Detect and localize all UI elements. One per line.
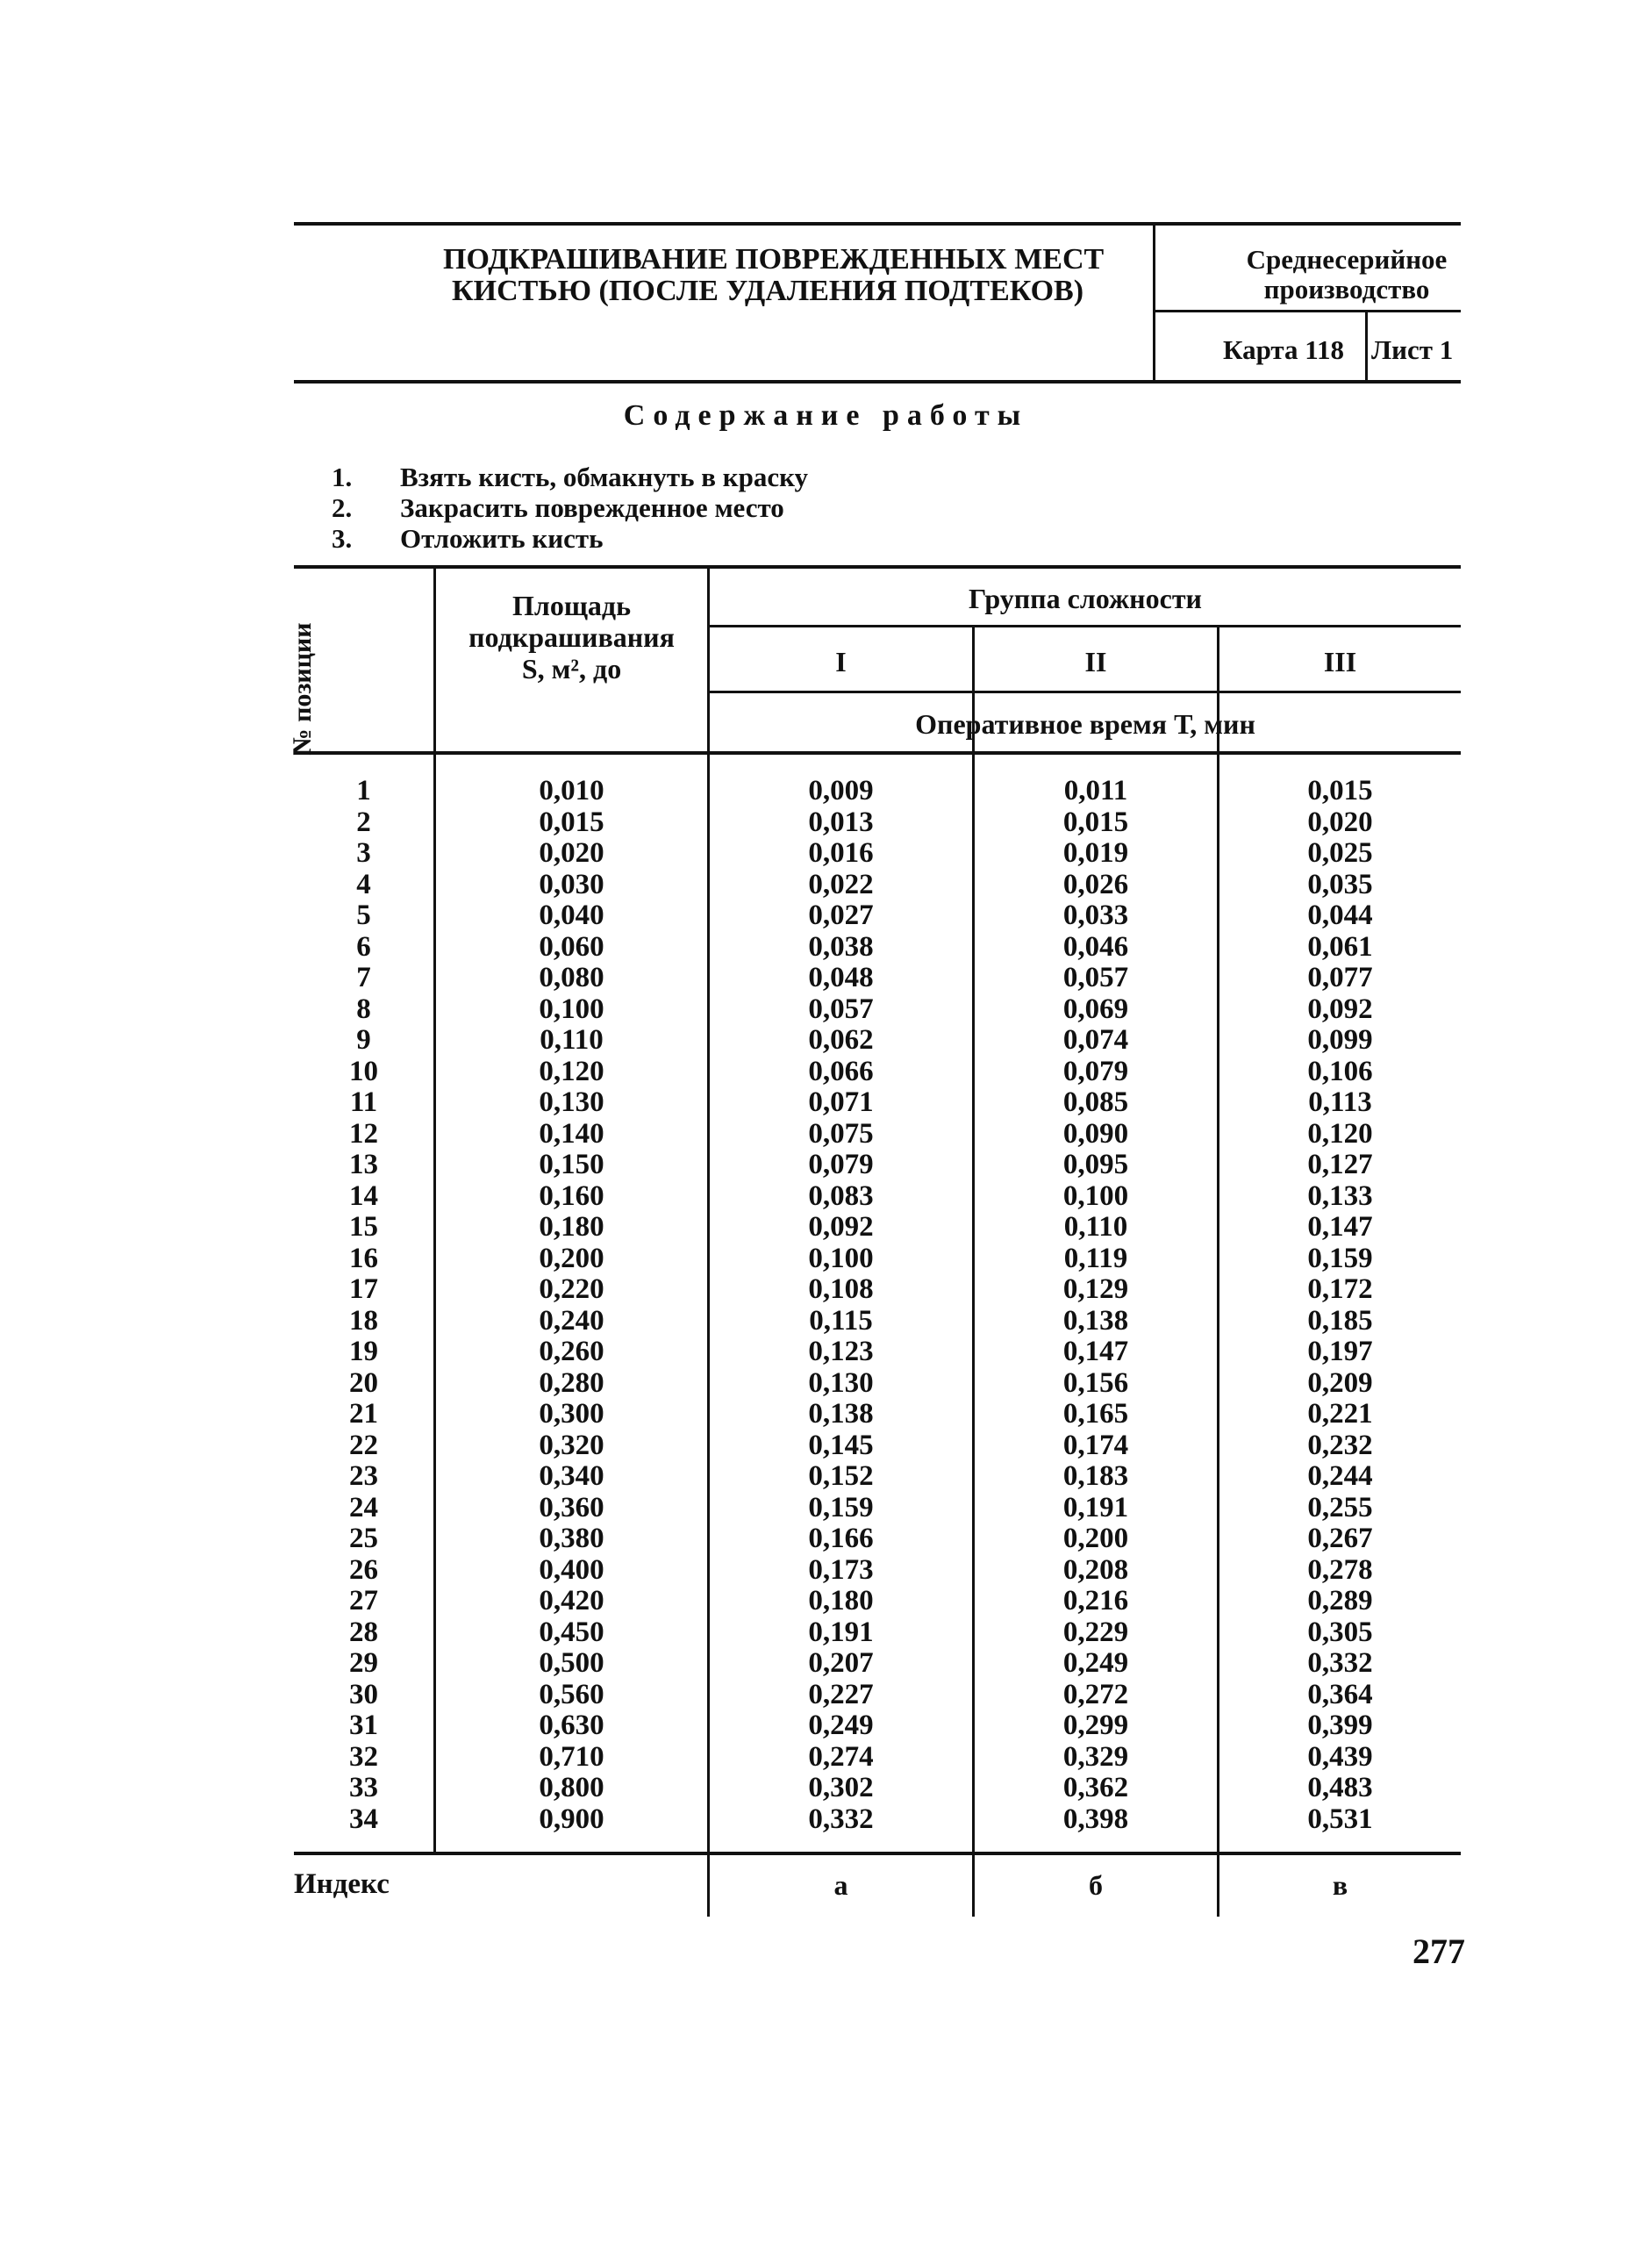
table-cell-group1-8: 0,057 (808, 993, 874, 1025)
table-cell-positions-33: 33 (349, 1772, 378, 1803)
table-cell-group2-26: 0,208 (1062, 1553, 1129, 1586)
production-type-line2: производство (1263, 274, 1430, 305)
column-group-3 (1219, 776, 1461, 1835)
table-cell-positions-25: 25 (349, 1523, 378, 1554)
table-cell-group1-10: 0,066 (808, 1055, 874, 1087)
table-cell-positions-8: 8 (356, 993, 371, 1025)
index-value-b: б (1089, 1869, 1103, 1901)
table-cell-area-7: 0,080 (539, 962, 604, 993)
table-cell-group2-3: 0,019 (1062, 837, 1129, 869)
table-cell-group2-1: 0,011 (1063, 775, 1128, 806)
card-number: Карта 118 (1223, 334, 1345, 365)
table-cell-positions-12: 12 (349, 1117, 378, 1150)
table-cell-group2-21: 0,165 (1062, 1398, 1129, 1430)
index-label: Индекс (294, 1868, 390, 1900)
table-cell-group2-13: 0,095 (1062, 1149, 1129, 1180)
header-group-1: I (835, 646, 847, 677)
page-title-line1: ПОДКРАШИВАНИЕ ПОВРЕЖДЕННЫХ МЕСТ (443, 243, 1105, 276)
table-cell-group1-22: 0,145 (808, 1429, 874, 1461)
table-cell-group3-2: 0,020 (1307, 806, 1373, 838)
table-cell-group2-18: 0,138 (1062, 1304, 1129, 1337)
table-cell-area-1: 0,010 (539, 775, 604, 806)
production-type-line1: Среднесерийное (1246, 244, 1448, 275)
step-text-2: Закрасить поврежденное место (400, 492, 784, 523)
table-cell-positions-11: 11 (349, 1086, 378, 1118)
table-cell-area-11: 0,130 (539, 1086, 604, 1118)
table-cell-positions-20: 20 (349, 1366, 378, 1399)
table-cell-group1-20: 0,130 (808, 1366, 874, 1399)
table-cell-group1-23: 0,152 (808, 1460, 874, 1492)
table-cell-group1-2: 0,013 (808, 806, 874, 838)
table-cell-area-12: 0,140 (539, 1117, 604, 1150)
table-cell-group2-6: 0,046 (1062, 930, 1129, 963)
table-cell-group3-5: 0,044 (1307, 900, 1373, 931)
table-cell-area-30: 0,560 (539, 1678, 604, 1710)
table-cell-positions-32: 32 (349, 1740, 378, 1773)
table-cell-group3-18: 0,185 (1307, 1304, 1373, 1337)
table-cell-group1-34: 0,332 (808, 1803, 874, 1835)
table-cell-group3-21: 0,221 (1307, 1398, 1373, 1430)
table-cell-group2-11: 0,085 (1062, 1086, 1129, 1118)
table-cell-positions-7: 7 (356, 962, 371, 993)
table-cell-group1-17: 0,108 (808, 1273, 874, 1305)
table-cell-area-2: 0,015 (539, 806, 604, 838)
table-cell-group2-4: 0,026 (1062, 868, 1129, 900)
table-cell-group1-30: 0,227 (808, 1678, 874, 1710)
table-cell-positions-30: 30 (349, 1678, 378, 1710)
table-cell-group1-15: 0,092 (808, 1211, 874, 1243)
table-cell-positions-5: 5 (356, 900, 371, 931)
table-cell-group3-22: 0,232 (1307, 1429, 1373, 1461)
table-cell-group1-14: 0,083 (808, 1179, 874, 1212)
table-cell-group3-28: 0,305 (1307, 1616, 1373, 1648)
table-cell-group3-14: 0,133 (1307, 1179, 1373, 1212)
table-cell-group3-9: 0,099 (1307, 1024, 1373, 1056)
index-value-a: а (833, 1869, 848, 1901)
table-cell-group3-23: 0,244 (1307, 1460, 1373, 1492)
table-cell-group3-26: 0,278 (1307, 1553, 1373, 1586)
page-number: 277 (1412, 1932, 1465, 1971)
step-number-3: 3. (332, 523, 353, 554)
table-cell-area-9: 0,110 (540, 1024, 604, 1056)
table-cell-area-34: 0,900 (539, 1803, 604, 1835)
column-area (436, 776, 707, 1835)
table-top-rule (294, 565, 1461, 569)
table-cell-group3-30: 0,364 (1307, 1678, 1373, 1710)
table-cell-group3-15: 0,147 (1307, 1211, 1373, 1243)
table-cell-group2-14: 0,100 (1062, 1179, 1129, 1212)
table-cell-area-6: 0,060 (539, 930, 604, 963)
table-cell-group3-3: 0,025 (1307, 837, 1373, 869)
step-number-2: 2. (332, 492, 353, 523)
header-position-number: № позиции (288, 622, 317, 756)
group-numbers-underline (707, 691, 1461, 693)
table-cell-group3-4: 0,035 (1307, 868, 1373, 900)
table-cell-group1-5: 0,027 (808, 900, 874, 931)
table-cell-positions-17: 17 (349, 1273, 378, 1305)
header-area-line2: подкрашивания (468, 621, 675, 653)
table-cell-group1-16: 0,100 (808, 1242, 874, 1274)
table-cell-area-16: 0,200 (539, 1242, 604, 1274)
table-cell-group1-33: 0,302 (808, 1772, 874, 1803)
table-cell-group2-10: 0,079 (1062, 1055, 1129, 1087)
table-cell-area-33: 0,800 (539, 1772, 604, 1803)
table-cell-group3-24: 0,255 (1307, 1491, 1373, 1523)
table-body-bottom-rule (294, 1852, 1461, 1855)
table-cell-area-28: 0,450 (539, 1616, 604, 1648)
table-cell-area-29: 0,500 (539, 1647, 604, 1679)
table-cell-area-26: 0,400 (539, 1553, 604, 1586)
table-cell-area-14: 0,160 (539, 1179, 604, 1212)
header-operative-time: Оперативное время Т, мин (915, 708, 1255, 740)
table-cell-positions-4: 4 (356, 868, 371, 900)
header-right-midrule (1155, 310, 1461, 312)
table-cell-positions-27: 27 (349, 1585, 378, 1616)
step-text-3: Отложить кисть (400, 523, 604, 554)
header-bottom-rule (294, 380, 1461, 384)
table-cell-area-19: 0,260 (539, 1336, 604, 1367)
step-text-1: Взять кисть, обмакнуть в краску (400, 462, 809, 492)
table-cell-group2-20: 0,156 (1062, 1366, 1129, 1399)
table-cell-group3-32: 0,439 (1307, 1740, 1373, 1773)
table-cell-positions-34: 34 (349, 1803, 378, 1835)
table-cell-positions-29: 29 (349, 1647, 378, 1679)
table-cell-positions-13: 13 (349, 1149, 378, 1180)
table-cell-group1-24: 0,159 (808, 1491, 874, 1523)
table-cell-area-21: 0,300 (539, 1398, 604, 1430)
table-cell-positions-26: 26 (349, 1553, 378, 1586)
table-cell-area-25: 0,380 (539, 1523, 604, 1554)
table-cell-area-17: 0,220 (539, 1273, 604, 1305)
table-cell-group3-29: 0,332 (1307, 1647, 1373, 1679)
page-title-line2: КИСТЬЮ (ПОСЛЕ УДАЛЕНИЯ ПОДТЕКОВ) (451, 275, 1084, 307)
table-cell-positions-3: 3 (356, 837, 371, 869)
header-complexity-group: Группа сложности (969, 583, 1202, 614)
table-cell-group2-33: 0,362 (1062, 1772, 1129, 1803)
table-cell-group1-11: 0,071 (808, 1086, 874, 1118)
groups-underline (707, 625, 1461, 627)
table-cell-group2-29: 0,249 (1062, 1647, 1129, 1679)
table-cell-positions-18: 18 (349, 1304, 378, 1337)
table-cell-area-20: 0,280 (539, 1366, 604, 1399)
table-cell-area-31: 0,630 (539, 1710, 604, 1741)
table-cell-positions-2: 2 (356, 806, 371, 838)
card-sheet-divider (1365, 311, 1368, 382)
table-cell-group1-31: 0,249 (808, 1710, 874, 1741)
table-cell-group2-12: 0,090 (1062, 1117, 1129, 1150)
table-cell-positions-16: 16 (349, 1242, 378, 1274)
table-cell-group2-34: 0,398 (1062, 1803, 1129, 1835)
table-cell-group3-33: 0,483 (1307, 1772, 1373, 1803)
table-cell-group1-19: 0,123 (808, 1336, 874, 1367)
column-position (294, 776, 433, 1835)
table-cell-positions-21: 21 (349, 1398, 378, 1430)
column-group-2 (975, 776, 1217, 1835)
table-cell-group2-8: 0,069 (1062, 993, 1129, 1025)
header-area-line1: Площадь (512, 590, 631, 621)
table-cell-group3-7: 0,077 (1307, 962, 1373, 993)
table-cell-group2-32: 0,329 (1062, 1740, 1129, 1773)
table-cell-positions-15: 15 (349, 1211, 378, 1243)
table-cell-group1-3: 0,016 (808, 837, 874, 869)
table-cell-positions-28: 28 (349, 1616, 378, 1648)
table-cell-group3-25: 0,267 (1307, 1523, 1373, 1554)
table-cell-area-13: 0,150 (539, 1149, 604, 1180)
table-cell-area-18: 0,240 (539, 1304, 604, 1337)
table-cell-positions-24: 24 (349, 1491, 378, 1523)
table-cell-area-23: 0,340 (539, 1460, 604, 1492)
table-cell-group1-1: 0,009 (808, 775, 874, 806)
table-cell-area-3: 0,020 (539, 837, 604, 869)
table-cell-group2-23: 0,183 (1062, 1460, 1129, 1492)
table-cell-group3-27: 0,289 (1307, 1585, 1373, 1616)
table-cell-group1-12: 0,075 (808, 1117, 874, 1150)
table-cell-group3-6: 0,061 (1307, 930, 1373, 963)
table-cell-group1-4: 0,022 (808, 868, 874, 900)
table-cell-group2-25: 0,200 (1062, 1523, 1129, 1554)
table-cell-group1-13: 0,079 (808, 1149, 874, 1180)
sheet-number: Лист 1 (1371, 334, 1454, 365)
table-cell-group3-20: 0,209 (1307, 1366, 1373, 1399)
table-cell-area-4: 0,030 (539, 868, 604, 900)
table-cell-positions-22: 22 (349, 1429, 378, 1461)
table-cell-positions-19: 19 (349, 1336, 378, 1367)
table-cell-group3-10: 0,106 (1307, 1055, 1373, 1087)
table-cell-group3-17: 0,172 (1307, 1273, 1373, 1305)
table-cell-positions-23: 23 (349, 1460, 378, 1492)
table-cell-group2-15: 0,110 (1063, 1211, 1128, 1243)
table-cell-group2-17: 0,129 (1062, 1273, 1129, 1305)
table-cell-group2-7: 0,057 (1062, 962, 1129, 993)
table-cell-group3-34: 0,531 (1307, 1803, 1373, 1835)
table-cell-group1-25: 0,166 (808, 1523, 874, 1554)
table-cell-group3-11: 0,113 (1308, 1086, 1372, 1118)
table-cell-area-32: 0,710 (539, 1740, 604, 1773)
table-cell-group1-21: 0,138 (808, 1398, 874, 1430)
table-cell-group3-19: 0,197 (1307, 1336, 1373, 1367)
table-cell-group1-29: 0,207 (808, 1647, 874, 1679)
table-cell-positions-1: 1 (356, 775, 371, 806)
table-cell-positions-10: 10 (349, 1055, 378, 1087)
table-cell-group2-16: 0,119 (1063, 1242, 1128, 1274)
table-cell-group2-24: 0,191 (1062, 1491, 1129, 1523)
table-cell-area-22: 0,320 (539, 1429, 604, 1461)
table-cell-area-10: 0,120 (539, 1055, 604, 1087)
table-cell-area-15: 0,180 (539, 1211, 604, 1243)
table-cell-group2-28: 0,229 (1062, 1616, 1129, 1648)
table-cell-group3-8: 0,092 (1307, 993, 1373, 1025)
table-cell-area-27: 0,420 (539, 1585, 604, 1616)
table-cell-group1-7: 0,048 (808, 962, 874, 993)
table-cell-group3-31: 0,399 (1307, 1710, 1373, 1741)
table-cell-group2-2: 0,015 (1062, 806, 1129, 838)
table-cell-group2-22: 0,174 (1062, 1429, 1129, 1461)
table-cell-group2-30: 0,272 (1062, 1678, 1129, 1710)
table-cell-group1-28: 0,191 (808, 1616, 874, 1648)
table-cell-group3-13: 0,127 (1307, 1149, 1373, 1180)
table-cell-group2-19: 0,147 (1062, 1336, 1129, 1367)
table-cell-group2-5: 0,033 (1062, 900, 1129, 931)
table-cell-area-8: 0,100 (539, 993, 604, 1025)
table-header-bottom-rule (294, 751, 1461, 755)
table-cell-group3-1: 0,015 (1307, 775, 1373, 806)
table-cell-positions-31: 31 (349, 1710, 378, 1741)
table-cell-positions-14: 14 (349, 1179, 378, 1212)
table-cell-area-5: 0,040 (539, 900, 604, 931)
column-group-1 (710, 776, 972, 1835)
table-cell-group1-18: 0,115 (809, 1304, 873, 1337)
table-cell-positions-9: 9 (356, 1024, 371, 1056)
header-group-2: II (1084, 646, 1107, 677)
header-group-3: III (1323, 646, 1357, 677)
work-content-heading: Содержание работы (623, 399, 1029, 432)
step-number-1: 1. (332, 462, 353, 492)
table-cell-group2-9: 0,074 (1062, 1024, 1129, 1056)
table-cell-area-24: 0,360 (539, 1491, 604, 1523)
table-cell-group2-27: 0,216 (1062, 1585, 1129, 1616)
header-top-rule (294, 222, 1461, 226)
index-value-v: в (1332, 1869, 1348, 1901)
table-cell-group2-31: 0,299 (1062, 1710, 1129, 1741)
table-cell-positions-6: 6 (356, 930, 371, 963)
header-divider (1153, 224, 1155, 382)
table-cell-group1-6: 0,038 (808, 930, 874, 963)
table-cell-group1-9: 0,062 (808, 1024, 874, 1056)
table-cell-group1-26: 0,173 (808, 1553, 874, 1586)
header-area-line3: S, м², до (521, 653, 622, 685)
table-cell-group3-16: 0,159 (1307, 1242, 1373, 1274)
table-cell-group1-32: 0,274 (808, 1740, 874, 1773)
table-cell-group3-12: 0,120 (1307, 1117, 1373, 1150)
table-cell-group1-27: 0,180 (808, 1585, 874, 1616)
